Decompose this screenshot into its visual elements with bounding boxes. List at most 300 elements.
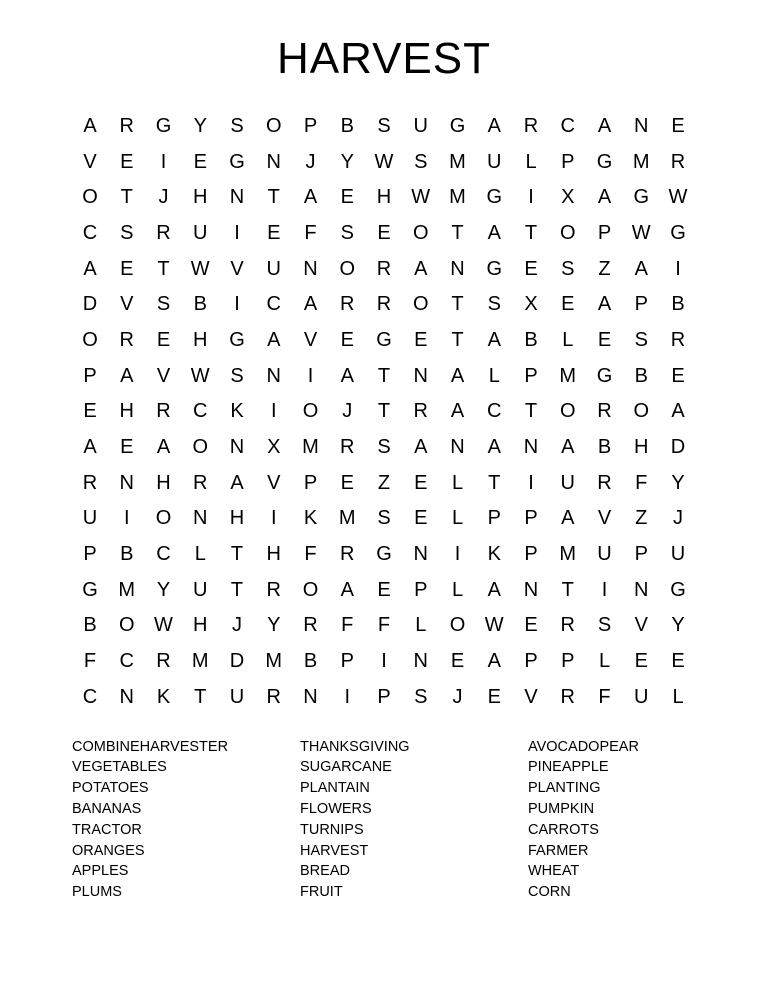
grid-cell[interactable]: L	[451, 578, 464, 601]
grid-cell[interactable]: J	[673, 507, 683, 530]
grid-cell[interactable]: P	[303, 114, 318, 137]
grid-cell[interactable]: S	[414, 150, 428, 173]
grid-cell[interactable]: D	[82, 293, 98, 316]
word-list-item[interactable]: APPLES	[72, 863, 129, 880]
grid-cell[interactable]: A	[303, 293, 318, 316]
grid-cell[interactable]: R	[82, 471, 98, 494]
word-list-item[interactable]: PUMPKIN	[528, 801, 595, 818]
grid-cell[interactable]: A	[340, 364, 354, 387]
grid-cell[interactable]: G	[229, 150, 245, 173]
grid-cell[interactable]: I	[270, 507, 277, 530]
grid-cell[interactable]: Z	[635, 507, 648, 530]
grid-cell[interactable]: E	[120, 257, 134, 280]
grid-cell[interactable]: H	[634, 436, 649, 459]
letter-grid[interactable]	[72, 108, 696, 715]
grid-cell[interactable]: F	[635, 471, 648, 494]
grid-cell[interactable]: T	[561, 578, 574, 601]
grid-cell[interactable]: F	[598, 685, 611, 708]
grid-cell[interactable]: B	[120, 543, 134, 566]
grid-cell[interactable]: M	[559, 364, 577, 387]
grid-cell[interactable]: W	[190, 364, 210, 387]
grid-cell[interactable]: B	[83, 614, 97, 637]
grid-cell[interactable]: G	[82, 578, 98, 601]
grid-cell[interactable]: L	[598, 650, 611, 673]
grid-cell[interactable]: A	[487, 650, 501, 673]
grid-cell[interactable]: E	[377, 578, 391, 601]
grid-cell[interactable]: A	[156, 436, 171, 459]
grid-cell[interactable]: N	[523, 578, 539, 601]
grid-cell[interactable]: L	[488, 364, 500, 387]
grid-cell[interactable]: E	[340, 471, 354, 494]
grid-cell[interactable]: L	[672, 685, 684, 708]
grid-cell[interactable]: G	[670, 221, 686, 244]
grid-cell[interactable]: L	[415, 614, 427, 637]
grid-cell[interactable]: G	[376, 328, 392, 351]
grid-cell[interactable]: S	[597, 614, 612, 637]
grid-cell[interactable]: I	[528, 471, 534, 494]
grid-cell[interactable]: T	[230, 543, 244, 566]
grid-cell[interactable]: A	[487, 221, 501, 244]
grid-cell[interactable]: L	[451, 507, 464, 530]
grid-cell[interactable]: G	[376, 543, 392, 566]
word-list-item[interactable]: FARMER	[528, 842, 589, 859]
grid-cell[interactable]: A	[83, 114, 97, 137]
grid-cell[interactable]: M	[449, 150, 466, 173]
word-list-item[interactable]: SUGARCANE	[300, 759, 392, 776]
grid-cell[interactable]: R	[156, 650, 171, 673]
grid-cell[interactable]: U	[670, 543, 686, 566]
grid-cell[interactable]: P	[524, 543, 538, 566]
grid-cell[interactable]: S	[561, 257, 575, 280]
grid-cell[interactable]: V	[597, 507, 612, 530]
grid-cell[interactable]: V	[120, 293, 134, 316]
grid-cell[interactable]: B	[634, 364, 648, 387]
grid-cell[interactable]: G	[633, 186, 650, 209]
grid-cell[interactable]: M	[118, 578, 136, 601]
grid-cell[interactable]: A	[487, 578, 501, 601]
grid-cell[interactable]: E	[156, 328, 171, 351]
grid-cell[interactable]: I	[528, 186, 534, 209]
word-list-item[interactable]: AVOCADOPEAR	[528, 738, 639, 755]
grid-cell[interactable]: H	[193, 328, 208, 351]
grid-cell[interactable]: J	[158, 186, 169, 209]
grid-cell[interactable]: R	[193, 471, 208, 494]
grid-cell[interactable]: X	[267, 436, 281, 459]
grid-cell[interactable]: T	[524, 400, 538, 423]
grid-cell[interactable]: T	[488, 471, 501, 494]
grid-cell[interactable]: E	[120, 150, 134, 173]
word-list-item[interactable]: POTATOES	[72, 780, 149, 797]
grid-cell[interactable]: E	[524, 614, 538, 637]
grid-cell[interactable]: N	[119, 471, 134, 494]
grid-cell[interactable]: B	[340, 114, 354, 137]
grid-cell[interactable]: P	[83, 364, 97, 387]
grid-cell[interactable]: R	[413, 400, 428, 423]
grid-cell[interactable]: R	[119, 114, 134, 137]
grid-cell[interactable]: R	[560, 685, 575, 708]
word-list-item[interactable]: CORN	[528, 884, 571, 901]
grid-cell[interactable]: N	[193, 507, 208, 530]
grid-cell[interactable]: V	[156, 364, 171, 387]
grid-cell[interactable]: G	[596, 364, 613, 387]
grid-cell[interactable]: W	[374, 150, 394, 173]
grid-cell[interactable]: C	[560, 114, 575, 137]
grid-cell[interactable]: A	[83, 257, 97, 280]
grid-cell[interactable]: O	[559, 221, 576, 244]
grid-cell[interactable]: R	[340, 543, 355, 566]
grid-cell[interactable]: W	[484, 614, 504, 637]
grid-cell[interactable]: P	[487, 507, 501, 530]
word-list-item[interactable]: CARROTS	[528, 821, 599, 838]
grid-cell[interactable]: C	[82, 685, 98, 708]
grid-cell[interactable]: N	[266, 150, 281, 173]
grid-cell[interactable]: Y	[267, 614, 281, 637]
grid-cell[interactable]: N	[634, 578, 649, 601]
grid-cell[interactable]: P	[597, 221, 612, 244]
grid-cell[interactable]: B	[524, 328, 538, 351]
grid-cell[interactable]: S	[230, 364, 244, 387]
grid-cell[interactable]: U	[266, 257, 281, 280]
grid-cell[interactable]: X	[524, 293, 538, 316]
grid-cell[interactable]: T	[377, 400, 391, 423]
grid-cell[interactable]: L	[194, 543, 206, 566]
grid-cell[interactable]: E	[340, 328, 354, 351]
grid-cell[interactable]: Z	[598, 257, 611, 280]
grid-cell[interactable]: K	[303, 507, 318, 530]
grid-cell[interactable]: I	[234, 293, 240, 316]
grid-cell[interactable]: G	[670, 578, 686, 601]
grid-cell[interactable]: U	[560, 471, 575, 494]
grid-cell[interactable]: N	[229, 186, 245, 209]
grid-cell[interactable]: T	[377, 364, 391, 387]
grid-cell[interactable]: T	[451, 328, 464, 351]
grid-cell[interactable]: T	[451, 221, 464, 244]
grid-cell[interactable]: O	[265, 114, 282, 137]
grid-cell[interactable]: L	[525, 150, 537, 173]
grid-cell[interactable]: A	[597, 186, 612, 209]
grid-cell[interactable]: O	[82, 328, 98, 351]
grid-cell[interactable]: O	[339, 257, 356, 280]
grid-cell[interactable]: X	[561, 186, 575, 209]
word-list-item[interactable]: BREAD	[300, 863, 350, 880]
grid-cell[interactable]: M	[559, 543, 577, 566]
grid-cell[interactable]: E	[487, 685, 501, 708]
grid-cell[interactable]: E	[634, 650, 648, 673]
grid-cell[interactable]: T	[194, 685, 207, 708]
grid-cell[interactable]: C	[82, 221, 98, 244]
grid-cell[interactable]: E	[340, 186, 354, 209]
grid-cell[interactable]: U	[487, 150, 502, 173]
grid-cell[interactable]: I	[160, 150, 167, 173]
word-list-item[interactable]: PLANTAIN	[300, 780, 370, 797]
grid-cell[interactable]: H	[156, 471, 171, 494]
grid-cell[interactable]: O	[412, 293, 429, 316]
grid-cell[interactable]: W	[411, 186, 431, 209]
grid-cell[interactable]: I	[123, 507, 130, 530]
grid-cell[interactable]: E	[414, 471, 428, 494]
grid-cell[interactable]: E	[120, 436, 134, 459]
grid-cell[interactable]: J	[342, 400, 353, 423]
grid-cell[interactable]: G	[596, 150, 613, 173]
grid-cell[interactable]: G	[486, 257, 503, 280]
grid-cell[interactable]: A	[414, 436, 428, 459]
grid-cell[interactable]: E	[671, 650, 685, 673]
grid-cell[interactable]: E	[414, 507, 428, 530]
grid-cell[interactable]: S	[487, 293, 501, 316]
grid-cell[interactable]: B	[597, 436, 612, 459]
grid-cell[interactable]: R	[670, 150, 686, 173]
word-list-item[interactable]: BANANAS	[72, 801, 142, 818]
grid-cell[interactable]: N	[450, 257, 465, 280]
word-list-item[interactable]: FRUIT	[300, 884, 343, 901]
grid-cell[interactable]: U	[634, 685, 649, 708]
grid-cell[interactable]: D	[670, 436, 686, 459]
grid-cell[interactable]: S	[120, 221, 134, 244]
grid-cell[interactable]: M	[449, 186, 466, 209]
grid-cell[interactable]: O	[449, 614, 466, 637]
grid-cell[interactable]: E	[561, 293, 575, 316]
grid-cell[interactable]: N	[634, 114, 649, 137]
grid-cell[interactable]: V	[267, 471, 281, 494]
grid-cell[interactable]: C	[487, 400, 502, 423]
grid-cell[interactable]: G	[155, 114, 172, 137]
grid-cell[interactable]: S	[340, 221, 354, 244]
grid-cell[interactable]: C	[266, 293, 281, 316]
grid-cell[interactable]: B	[671, 293, 685, 316]
grid-cell[interactable]: J	[232, 614, 242, 637]
grid-cell[interactable]: C	[156, 543, 171, 566]
grid-cell[interactable]: S	[377, 114, 391, 137]
grid-cell[interactable]: R	[523, 114, 539, 137]
grid-cell[interactable]: A	[267, 328, 281, 351]
grid-cell[interactable]: R	[376, 257, 392, 280]
grid-cell[interactable]: A	[303, 186, 318, 209]
grid-cell[interactable]: L	[451, 471, 464, 494]
grid-cell[interactable]: P	[303, 471, 318, 494]
grid-cell[interactable]: I	[381, 650, 387, 673]
word-list-item[interactable]: VEGETABLES	[72, 759, 167, 776]
grid-cell[interactable]: M	[632, 150, 650, 173]
grid-cell[interactable]: L	[562, 328, 574, 351]
grid-cell[interactable]: S	[634, 328, 648, 351]
grid-cell[interactable]: R	[156, 400, 171, 423]
grid-cell[interactable]: M	[302, 436, 319, 459]
grid-cell[interactable]: J	[305, 150, 316, 173]
grid-cell[interactable]: F	[377, 614, 391, 637]
grid-cell[interactable]: A	[597, 114, 612, 137]
grid-cell[interactable]: Y	[193, 114, 207, 137]
grid-cell[interactable]: A	[487, 436, 501, 459]
grid-cell[interactable]: F	[83, 650, 97, 673]
grid-cell[interactable]: N	[413, 650, 428, 673]
grid-cell[interactable]: H	[193, 186, 208, 209]
grid-cell[interactable]: P	[634, 543, 648, 566]
grid-cell[interactable]: P	[83, 543, 97, 566]
grid-cell[interactable]: A	[83, 436, 97, 459]
word-list-item[interactable]: TRACTOR	[72, 821, 142, 838]
grid-cell[interactable]: T	[524, 221, 538, 244]
grid-cell[interactable]: N	[303, 257, 318, 280]
grid-cell[interactable]: Y	[156, 578, 171, 601]
grid-cell[interactable]: C	[119, 650, 134, 673]
grid-cell[interactable]: I	[675, 257, 681, 280]
grid-cell[interactable]: A	[561, 436, 575, 459]
grid-cell[interactable]: A	[414, 257, 428, 280]
grid-cell[interactable]: T	[157, 257, 170, 280]
grid-cell[interactable]: T	[267, 186, 280, 209]
grid-cell[interactable]: S	[230, 114, 244, 137]
grid-cell[interactable]: O	[412, 221, 429, 244]
grid-cell[interactable]: U	[193, 578, 208, 601]
grid-cell[interactable]: A	[450, 364, 465, 387]
grid-cell[interactable]: I	[601, 578, 608, 601]
grid-cell[interactable]: E	[450, 650, 465, 673]
grid-cell[interactable]: R	[376, 293, 392, 316]
grid-cell[interactable]: N	[413, 364, 428, 387]
grid-cell[interactable]: U	[413, 114, 428, 137]
grid-cell[interactable]: V	[230, 257, 244, 280]
grid-cell[interactable]: A	[120, 364, 134, 387]
grid-cell[interactable]: H	[376, 186, 392, 209]
grid-cell[interactable]: R	[156, 221, 171, 244]
grid-cell[interactable]: O	[302, 578, 319, 601]
grid-cell[interactable]: R	[340, 293, 355, 316]
grid-cell[interactable]: A	[597, 293, 612, 316]
grid-cell[interactable]: P	[561, 650, 575, 673]
grid-cell[interactable]: P	[561, 150, 575, 173]
grid-cell[interactable]: R	[597, 400, 612, 423]
grid-cell[interactable]: H	[193, 614, 208, 637]
grid-cell[interactable]: A	[561, 507, 575, 530]
grid-cell[interactable]: T	[451, 293, 464, 316]
grid-cell[interactable]: H	[266, 543, 281, 566]
grid-cell[interactable]: T	[230, 578, 244, 601]
grid-cell[interactable]: F	[341, 614, 354, 637]
grid-cell[interactable]: R	[340, 436, 355, 459]
grid-cell[interactable]: A	[230, 471, 244, 494]
grid-cell[interactable]: O	[559, 400, 576, 423]
grid-cell[interactable]: E	[193, 150, 207, 173]
grid-cell[interactable]: W	[190, 257, 210, 280]
grid-cell[interactable]: E	[671, 114, 685, 137]
grid-cell[interactable]: T	[120, 186, 133, 209]
grid-cell[interactable]: A	[450, 400, 465, 423]
grid-cell[interactable]: F	[304, 543, 317, 566]
grid-cell[interactable]: N	[303, 685, 318, 708]
grid-cell[interactable]: E	[524, 257, 538, 280]
grid-cell[interactable]: C	[193, 400, 208, 423]
grid-cell[interactable]: W	[668, 186, 688, 209]
grid-cell[interactable]: P	[377, 685, 391, 708]
grid-cell[interactable]: O	[155, 507, 172, 530]
grid-cell[interactable]: P	[340, 650, 354, 673]
grid-cell[interactable]: R	[266, 685, 281, 708]
grid-cell[interactable]: R	[303, 614, 318, 637]
grid-cell[interactable]: U	[193, 221, 208, 244]
grid-cell[interactable]: R	[119, 328, 134, 351]
grid-cell[interactable]: R	[266, 578, 281, 601]
grid-cell[interactable]: G	[449, 114, 466, 137]
grid-cell[interactable]: M	[265, 650, 283, 673]
grid-cell[interactable]: J	[452, 685, 463, 708]
grid-cell[interactable]: Y	[671, 471, 685, 494]
grid-cell[interactable]: A	[340, 578, 354, 601]
word-list-item[interactable]: WHEAT	[528, 863, 580, 880]
grid-cell[interactable]: A	[671, 400, 685, 423]
word-list-item[interactable]: COMBINEHARVESTER	[72, 738, 229, 755]
grid-cell[interactable]: S	[156, 293, 171, 316]
grid-cell[interactable]: D	[229, 650, 245, 673]
grid-cell[interactable]: F	[304, 221, 317, 244]
grid-cell[interactable]: O	[633, 400, 650, 423]
grid-cell[interactable]: A	[487, 114, 501, 137]
grid-cell[interactable]: E	[267, 221, 281, 244]
grid-cell[interactable]: E	[377, 221, 391, 244]
grid-cell[interactable]: O	[302, 400, 319, 423]
grid-cell[interactable]: A	[487, 328, 501, 351]
grid-cell[interactable]: P	[524, 507, 538, 530]
grid-cell[interactable]: N	[523, 436, 539, 459]
grid-cell[interactable]: U	[597, 543, 612, 566]
grid-cell[interactable]: P	[524, 364, 538, 387]
grid-cell[interactable]: I	[344, 685, 351, 708]
grid-cell[interactable]: Y	[340, 150, 354, 173]
grid-cell[interactable]: A	[634, 257, 648, 280]
grid-cell[interactable]: K	[156, 685, 171, 708]
word-list-item[interactable]: PINEAPPLE	[528, 759, 609, 776]
grid-cell[interactable]: V	[303, 328, 318, 351]
grid-cell[interactable]: R	[597, 471, 612, 494]
grid-cell[interactable]: W	[631, 221, 651, 244]
grid-cell[interactable]: I	[234, 221, 240, 244]
grid-cell[interactable]: K	[230, 400, 244, 423]
grid-cell[interactable]: P	[524, 650, 538, 673]
grid-cell[interactable]: N	[413, 543, 428, 566]
grid-cell[interactable]: O	[118, 614, 135, 637]
grid-cell[interactable]: S	[377, 507, 391, 530]
grid-cell[interactable]: K	[487, 543, 501, 566]
grid-cell[interactable]: S	[414, 685, 428, 708]
grid-cell[interactable]: V	[524, 685, 538, 708]
word-list-item[interactable]: TURNIPS	[300, 821, 364, 838]
word-list-item[interactable]: FLOWERS	[300, 801, 372, 818]
grid-cell[interactable]: Y	[671, 614, 685, 637]
grid-cell[interactable]: P	[414, 578, 428, 601]
grid-cell[interactable]: E	[414, 328, 428, 351]
grid-cell[interactable]: U	[229, 685, 245, 708]
grid-cell[interactable]: I	[270, 400, 277, 423]
word-list-item[interactable]: PLUMS	[72, 884, 122, 901]
grid-cell[interactable]: G	[486, 186, 503, 209]
grid-cell[interactable]: H	[119, 400, 134, 423]
word-list-item[interactable]: THANKSGIVING	[300, 738, 410, 755]
grid-cell[interactable]: W	[154, 614, 173, 637]
word-list-item[interactable]: HARVEST	[300, 842, 369, 859]
grid-cell[interactable]: B	[193, 293, 207, 316]
grid-cell[interactable]: N	[119, 685, 134, 708]
grid-cell[interactable]: G	[229, 328, 245, 351]
grid-cell[interactable]: H	[229, 507, 245, 530]
grid-cell[interactable]: E	[597, 328, 612, 351]
grid-cell[interactable]: R	[560, 614, 575, 637]
word-list-item[interactable]: ORANGES	[72, 842, 145, 859]
word-list-item[interactable]: PLANTING	[528, 780, 601, 797]
grid-cell[interactable]: I	[307, 364, 314, 387]
grid-cell[interactable]: E	[83, 400, 97, 423]
grid-cell[interactable]: V	[634, 614, 648, 637]
grid-cell[interactable]: M	[191, 650, 209, 673]
grid-cell[interactable]: P	[634, 293, 648, 316]
